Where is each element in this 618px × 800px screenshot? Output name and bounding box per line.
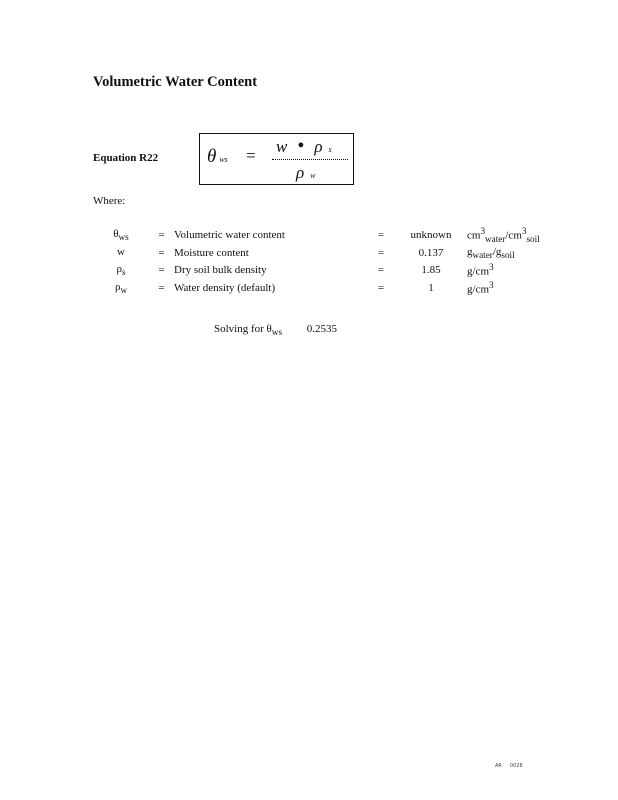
equation-denominator <box>296 163 316 183</box>
equation-lhs <box>207 146 228 168</box>
equation-moisture-symbol: w <box>276 137 288 156</box>
page-footer <box>495 763 523 769</box>
equals-sign: = <box>158 264 165 277</box>
footer-page-number: 0028 <box>509 763 523 769</box>
variable-description: Volumetric water content <box>174 228 285 241</box>
equals-sign: = <box>158 246 165 259</box>
equation-lhs-symbol: θ <box>207 146 217 167</box>
variable-table <box>93 226 547 296</box>
solving-line <box>214 323 337 337</box>
equation-equals: = <box>246 146 256 165</box>
equation-water-density-symbol: ρ <box>296 163 305 182</box>
solving-label-subscript: ws <box>271 327 283 338</box>
equation-density-symbol: ρ <box>314 137 323 156</box>
table-row <box>93 279 547 297</box>
equals-sign: = <box>158 281 165 294</box>
fraction-bar <box>272 159 348 160</box>
table-row <box>93 244 547 262</box>
table-row <box>93 261 547 279</box>
equation-density-subscript: s <box>328 145 332 154</box>
variable-description: Dry soil bulk density <box>174 264 267 277</box>
equation-numerator <box>276 135 332 158</box>
equation-lhs-subscript: ws <box>219 155 228 164</box>
equals-sign: = <box>377 228 385 241</box>
where-label: Where: <box>93 195 126 207</box>
variable-symbol: $\theta_{ws}$ <box>113 227 129 243</box>
variable-value: 1.85 <box>421 264 441 277</box>
variable-value: unknown <box>410 228 452 241</box>
variable-value: 0.137 <box>418 246 444 259</box>
variable-symbol: $\rho_s$ <box>116 263 126 278</box>
solving-label: Solving for θ <box>214 323 272 335</box>
footer-ref: AR <box>495 763 502 769</box>
variable-symbol: w <box>117 245 125 258</box>
variable-unit: $g_{water}/g_{soil}$ <box>467 245 515 260</box>
variable-unit: $cm^3_{water}/cm^3_{soil}$ <box>467 226 540 244</box>
variable-description: Moisture content <box>174 246 249 259</box>
variable-description: Water density (default) <box>174 281 276 294</box>
equation-label: Equation R22 <box>93 152 159 164</box>
equals-sign: = <box>158 228 165 241</box>
page-title: Volumetric Water Content <box>93 74 258 90</box>
variable-unit: $g/cm^3$ <box>467 262 494 278</box>
equation-water-density-subscript: w <box>310 171 316 180</box>
variable-value: 1 <box>428 281 434 294</box>
equals-sign: = <box>377 246 385 259</box>
equation-box <box>199 133 354 185</box>
solving-result: 0.2535 <box>306 323 338 335</box>
equals-sign: = <box>377 264 385 277</box>
table-row <box>93 226 547 244</box>
multiply-dot: • <box>297 135 305 157</box>
variable-symbol: $\rho_w$ <box>114 280 128 295</box>
equals-sign: = <box>377 281 385 294</box>
variable-unit: $g/cm^3$ <box>467 279 494 296</box>
